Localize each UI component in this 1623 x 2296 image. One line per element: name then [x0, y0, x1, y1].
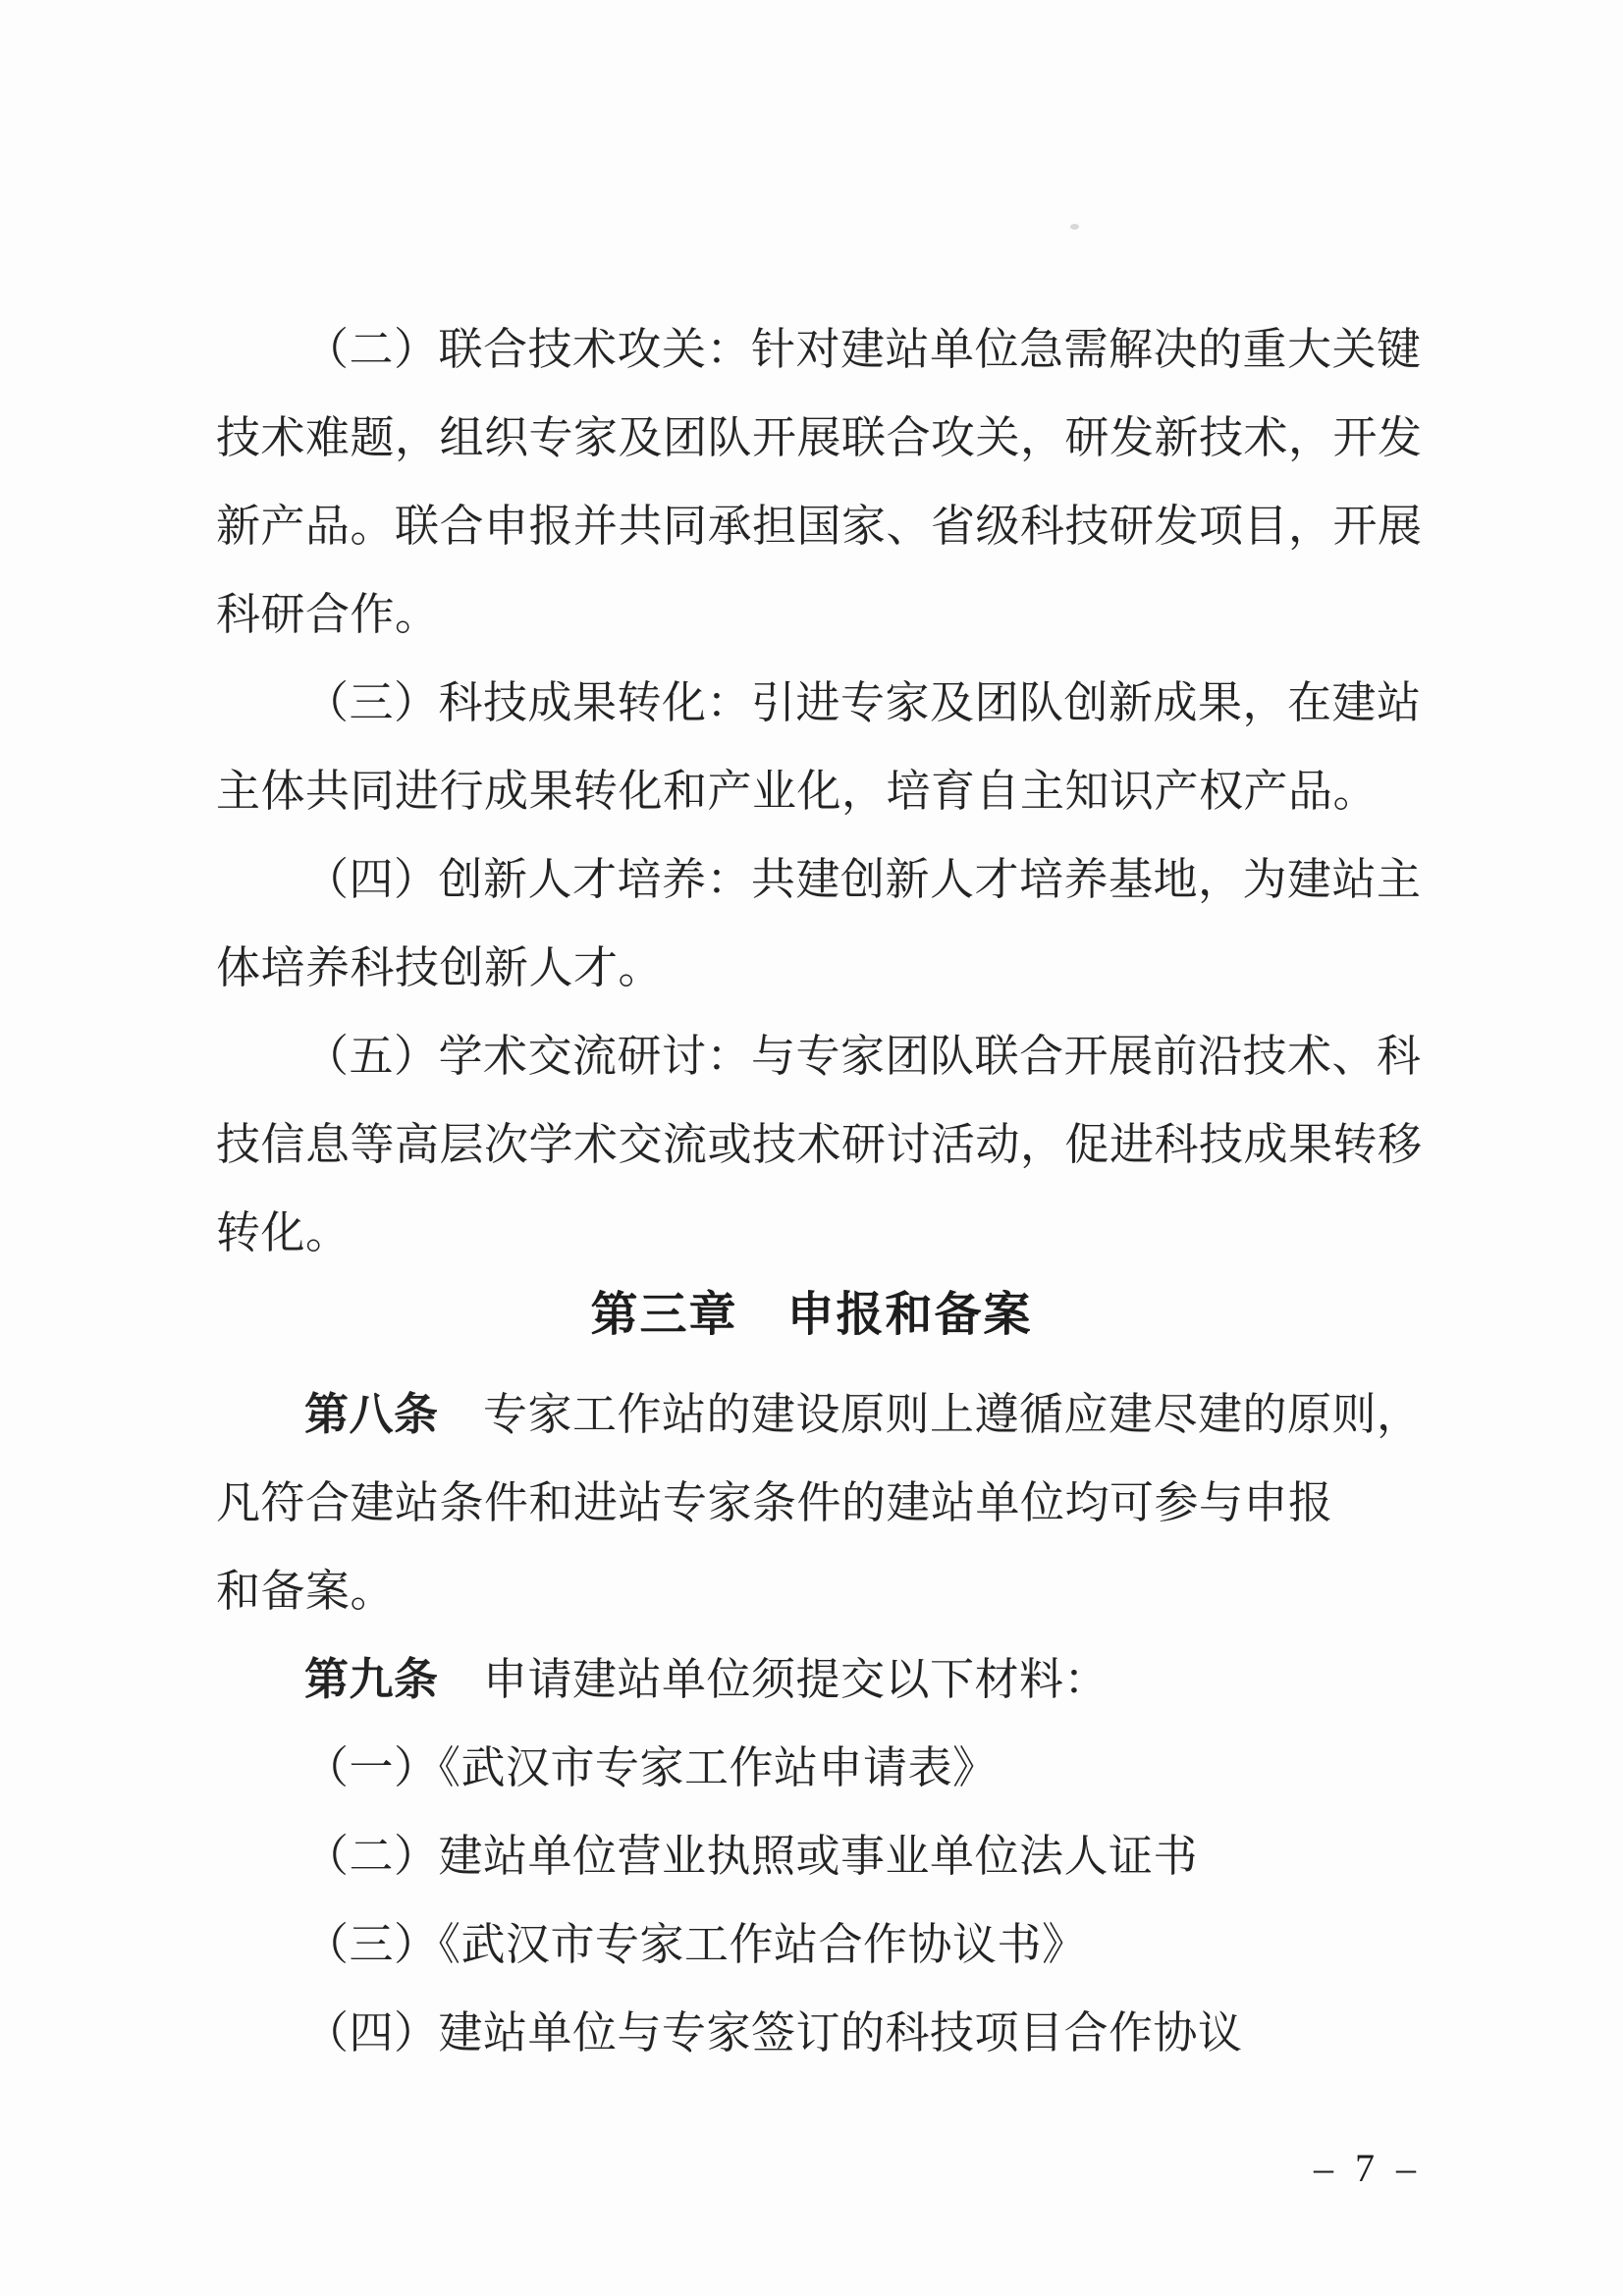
article-number: 第八条	[304, 1390, 439, 1439]
body-line: 体培养科技创新人才。	[216, 943, 664, 992]
list-item: （三）《武汉市专家工作站合作协议书》	[304, 1920, 1087, 1969]
article-text: 专家工作站的建设原则上遵循应建尽建的原则，	[438, 1390, 1422, 1439]
article-line	[216, 1654, 1517, 1706]
body-line: 技信息等高层次学术交流或技术研讨活动，促进科技成果转移	[216, 1120, 1423, 1169]
chapter-heading: 第三章 申报和备案	[590, 1289, 1033, 1341]
article-number: 第九条	[304, 1655, 439, 1704]
body-line: 主体共同进行成果转化和产业化，培育自主知识产权产品。	[216, 767, 1379, 816]
body-line: 技术难题，组织专家及团队开展联合攻关，研发新技术，开发	[216, 413, 1423, 462]
body-line: （四）创新人才培养：共建创新人才培养基地，为建站主	[304, 855, 1422, 904]
body-line: 和备案。	[216, 1567, 396, 1616]
body-line: 凡符合建站条件和进站专家条件的建站单位均可参与申报	[216, 1478, 1333, 1527]
body-line: （三）科技成果转化：引进专家及团队创新成果，在建站	[304, 678, 1422, 727]
body-line: 科研合作。	[216, 590, 440, 639]
list-item: （一）《武汉市专家工作站申请表》	[304, 1743, 998, 1792]
body-line: （二）联合技术攻关：针对建站单位急需解决的重大关键	[304, 325, 1422, 374]
scan-artifact	[1070, 224, 1079, 230]
article-line	[216, 1389, 1517, 1441]
page-number: – 7 –	[1314, 2146, 1422, 2190]
body-line: 新产品。联合申报并共同承担国家、省级科技研发项目，开展	[216, 502, 1423, 551]
list-item: （四）建站单位与专家签订的科技项目合作协议	[304, 2008, 1243, 2057]
list-item: （二）建站单位营业执照或事业单位法人证书	[304, 1832, 1199, 1881]
body-line: 转化。	[216, 1208, 351, 1257]
article-text: 申请建站单位须提交以下材料：	[438, 1655, 1109, 1704]
body-line: （五）学术交流研讨：与专家团队联合开展前沿技术、科	[304, 1032, 1422, 1081]
